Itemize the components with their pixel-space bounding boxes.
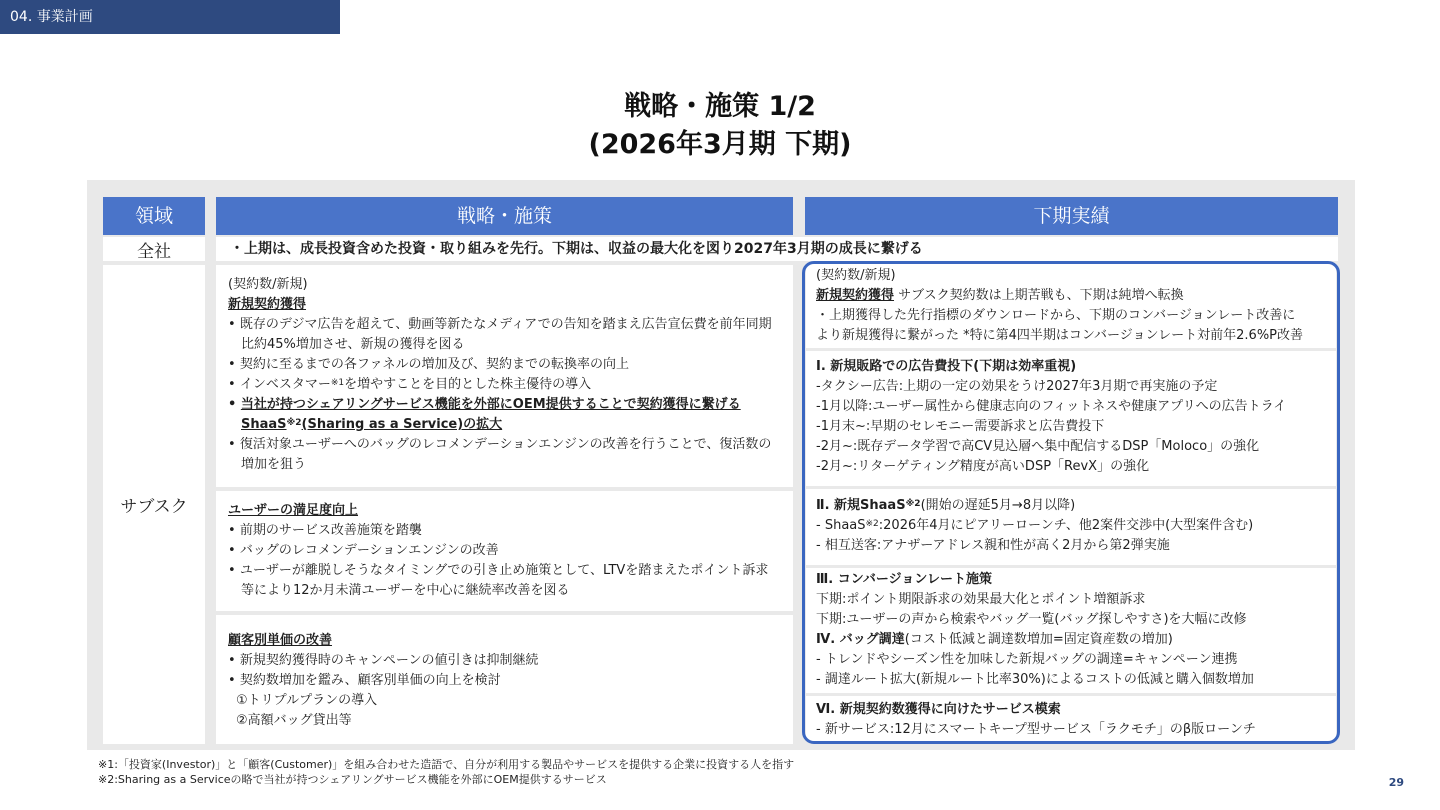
strategy-user-satisfaction [216,491,793,611]
list-subitem: ①トリプルプランの導入 [236,693,378,708]
list-item: • バッグのレコメンデーションエンジンの改善 [228,543,499,558]
strategy-new-contracts [216,265,793,487]
list-item: • 契約数増加を鑑み、顧客別単価の向上を検討 [228,673,501,688]
list-subitem: ②高額バッグ貸出等 [236,713,352,728]
result-shaas: Ⅱ. 新規ShaaS$^{※2}$(開始の遅延5月→8月以降) - ShaaS$^{※2}$:2026年4月にピアリーローンチ、他2案件交渉中(大型案件含む) - 相互送客:アナザーアドレス親和性が高く2月から第2弾実施 [806,489,1336,563]
header-area: 領域 [103,197,205,235]
strategy-1-heading: (契約数/新規) [228,277,308,292]
footnote-2: ※2:Sharing as a Serviceの略で当社が持つシェアリングサービス機能を外部にOEM提供するサービス [98,773,607,786]
footnote-1: ※1:「投資家(Investor)」と「顧客(Customer)」を組み合わせた造語で、自分が利用する製品やサービスを提供する企業に投資する人を指す [98,758,795,771]
page-subtitle: (2026年3月期 下期) [588,129,852,160]
company-policy: ・上期は、成長投資含めた投資・取り組みを先行。下期は、収益の最大化を図り2027年3月期の成長に繋げる [216,237,1338,261]
row-label-company: 全社 [103,237,205,261]
list-item: • 当社が持つシェアリングサービス機能を外部にOEM提供することで契約獲得に繋げる ShaaS$^{※2}$(Sharing as a Service)の拡大 [228,397,741,432]
strategy-3-heading: 顧客別単価の改善 [228,633,333,648]
list-item: • インベスタマー$^{※1}$を増やすことを目的とした株主優待の導入 [228,377,592,392]
list-item: • ユーザーが離脱しそうなタイミングでの引き止め施策として、LTVを踏まえたポイント訴求等により12か月未満ユーザーを中心に継続率改善を図る [228,563,769,598]
divider [806,693,1336,696]
strategy-unit-price [216,615,793,744]
footnotes [98,757,794,787]
page-number: 29 [1388,776,1404,789]
list-item: • 既存のデジマ広告を超えて、動画等新たなメディアでの告知を踏まえ広告宣伝費を前年同期比約45%増加させ、新規の獲得を図る [228,317,772,352]
list-item: • 契約に至るまでの各ファネルの増加及び、契約までの転換率の向上 [228,357,630,372]
list-item: • 復活対象ユーザーへのバッグのレコメンデーションエンジンの改善を行うことで、復活数の増加を狙う [228,437,772,472]
strategy-1-subheading: 新規契約獲得 [228,297,307,312]
result-new-contracts: (契約数/新規) 新規契約獲得 サブスク契約数は上期苦戦も、下期は純増へ転換 ・上期獲得した先行指標のダウンロードから、下期のコンバージョンレート改善に より新規獲得に繋がった *特に第4四半期はコンバージョンレート対前年2.6%P改善 [806,264,1336,348]
list-item: • 前期のサービス改善施策を踏襲 [228,523,422,538]
header-strategy: 戦略・施策 [216,197,793,235]
list-item: • 新規契約獲得時のキャンペーンの値引きは抑制継続 [228,653,539,668]
result-new-services: Ⅵ. 新規契約数獲得に向けたサービス模索 - 新サービス:12月にスマートキープ型サービス「ラクモチ」のβ版ローンチ [806,697,1336,741]
result-conversion-procurement: Ⅲ. コンバージョンレート施策 下期:ポイント期限訴求の効果最大化とポイント増額訴求 下期:ユーザーの声から検索やバッグ一覧(バッグ探しやすさ)を大幅に改修 Ⅳ. バッグ調達(コスト低減と調達数増加=固定資産数の増加) - トレンドやシーズン性を加味した新規バッグの調達=キャンペーン連携 - 調達ルート拡大(新規ルート比率30%)によるコストの低減と購入個数増加 [806,568,1336,692]
page-title: 戦略・施策 1/2 [624,91,816,122]
strategy-2-heading: ユーザーの満足度向上 [228,503,359,518]
result-ad-investment: Ⅰ. 新規販路での広告費投下(下期は効率重視) -タクシー広告:上期の一定の効果をうけ2027年3月期で再実施の予定 -1月以降:ユーザー属性から健康志向のフィットネスや健康アプリへの広告トライ -1月末~:早期のセレモニー需要訴求と広告費投下 -2月~:既存データ学習で高CV見込層へ集中配信するDSP「Moloco」の強化 -2月~:リターゲティング精度が高いDSP「RevX」の強化 [806,351,1336,484]
section-tag: 04. 事業計画 [0,0,340,34]
row-label-subscription: サブスク [103,265,205,744]
header-results: 下期実績 [805,197,1338,235]
